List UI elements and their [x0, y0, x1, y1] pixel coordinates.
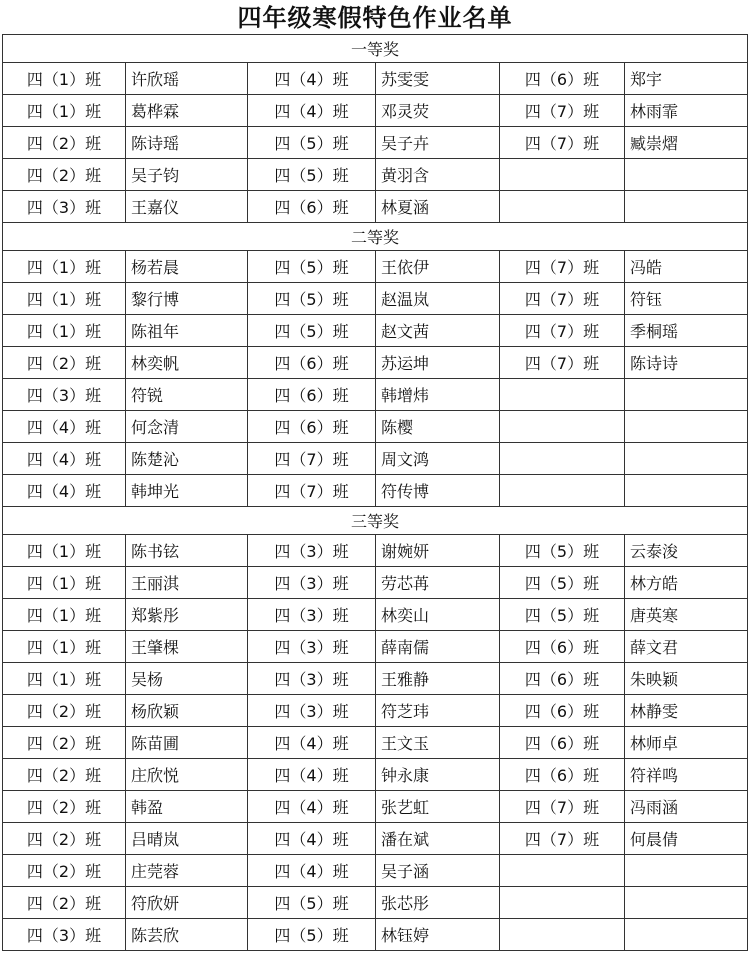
- class-cell: 四（6）班: [500, 663, 625, 695]
- table-row: [3, 379, 748, 411]
- table-row: [3, 535, 748, 567]
- section-label: 二等奖: [3, 223, 748, 251]
- section-header-row: [3, 223, 748, 251]
- class-cell: 四（6）班: [248, 191, 376, 223]
- table-row: [3, 443, 748, 475]
- student-name-cell: 陈芸欣: [126, 919, 248, 951]
- student-name-cell: 林夏涵: [376, 191, 500, 223]
- student-name-cell: 许欣瑶: [126, 63, 248, 95]
- student-name-cell: [625, 443, 748, 475]
- student-name-cell: 吴子卉: [376, 127, 500, 159]
- class-cell: 四（2）班: [3, 727, 126, 759]
- class-cell: 四（4）班: [248, 727, 376, 759]
- student-name-cell: [625, 379, 748, 411]
- student-name-cell: 冯皓: [625, 251, 748, 283]
- student-name-cell: 邓灵荧: [376, 95, 500, 127]
- student-name-cell: 吴杨: [126, 663, 248, 695]
- class-cell: 四（3）班: [248, 535, 376, 567]
- table-row: [3, 855, 748, 887]
- student-name-cell: 劳芯苒: [376, 567, 500, 599]
- class-cell: 四（3）班: [3, 919, 126, 951]
- class-cell: 四（1）班: [3, 283, 126, 315]
- class-cell: 四（7）班: [500, 251, 625, 283]
- document-title: 四年级寒假特色作业名单: [237, 4, 513, 32]
- class-cell: 四（2）班: [3, 695, 126, 727]
- class-cell: 四（4）班: [248, 823, 376, 855]
- class-cell: 四（7）班: [500, 127, 625, 159]
- student-name-cell: 钟永康: [376, 759, 500, 791]
- class-cell: 四（5）班: [500, 599, 625, 631]
- class-cell: 四（5）班: [500, 567, 625, 599]
- student-name-cell: 庄莞蓉: [126, 855, 248, 887]
- class-cell: 四（2）班: [3, 791, 126, 823]
- class-cell: 四（1）班: [3, 663, 126, 695]
- class-cell: [500, 443, 625, 475]
- student-name-cell: 葛桦霖: [126, 95, 248, 127]
- student-name-cell: 陈诗诗: [625, 347, 748, 379]
- class-cell: 四（1）班: [3, 63, 126, 95]
- class-cell: [500, 855, 625, 887]
- student-name-cell: 王雅静: [376, 663, 500, 695]
- class-cell: 四（6）班: [248, 379, 376, 411]
- class-cell: 四（5）班: [500, 535, 625, 567]
- class-cell: 四（4）班: [248, 95, 376, 127]
- class-cell: 四（7）班: [500, 791, 625, 823]
- student-name-cell: 张艺虹: [376, 791, 500, 823]
- class-cell: 四（1）班: [3, 95, 126, 127]
- class-cell: 四（5）班: [248, 127, 376, 159]
- class-cell: [500, 887, 625, 919]
- table-row: [3, 919, 748, 951]
- student-name-cell: 符锐: [126, 379, 248, 411]
- class-cell: 四（3）班: [248, 567, 376, 599]
- class-cell: 四（2）班: [3, 127, 126, 159]
- student-name-cell: 赵温岚: [376, 283, 500, 315]
- class-cell: 四（3）班: [248, 631, 376, 663]
- student-name-cell: 季桐瑶: [625, 315, 748, 347]
- student-name-cell: 王嘉仪: [126, 191, 248, 223]
- student-name-cell: 谢婉妍: [376, 535, 500, 567]
- class-cell: 四（4）班: [3, 443, 126, 475]
- section-label: 三等奖: [3, 507, 748, 535]
- student-name-cell: 韩盈: [126, 791, 248, 823]
- table-row: [3, 411, 748, 443]
- student-name-cell: 陈诗瑶: [126, 127, 248, 159]
- class-cell: 四（4）班: [248, 855, 376, 887]
- class-cell: 四（5）班: [248, 159, 376, 191]
- section-label: 一等奖: [3, 35, 748, 63]
- section-header-row: [3, 35, 748, 63]
- student-name-cell: 周文鸿: [376, 443, 500, 475]
- class-cell: 四（5）班: [248, 919, 376, 951]
- class-cell: 四（6）班: [500, 727, 625, 759]
- class-cell: 四（7）班: [500, 283, 625, 315]
- student-name-cell: [625, 475, 748, 507]
- student-name-cell: 吴子钧: [126, 159, 248, 191]
- student-name-cell: 郑宇: [625, 63, 748, 95]
- student-name-cell: 潘在斌: [376, 823, 500, 855]
- student-name-cell: 薛南儒: [376, 631, 500, 663]
- student-name-cell: [625, 411, 748, 443]
- student-name-cell: [625, 919, 748, 951]
- class-cell: 四（1）班: [3, 251, 126, 283]
- table-row: [3, 475, 748, 507]
- class-cell: 四（7）班: [500, 347, 625, 379]
- student-name-cell: 符祥鸣: [625, 759, 748, 791]
- table-row: [3, 191, 748, 223]
- class-cell: 四（5）班: [248, 887, 376, 919]
- class-cell: 四（7）班: [500, 315, 625, 347]
- class-cell: 四（1）班: [3, 631, 126, 663]
- table-row: [3, 95, 748, 127]
- class-cell: 四（5）班: [248, 283, 376, 315]
- table-row: [3, 127, 748, 159]
- student-name-cell: 云泰浚: [625, 535, 748, 567]
- student-name-cell: 吴子涵: [376, 855, 500, 887]
- class-cell: 四（4）班: [248, 791, 376, 823]
- class-cell: 四（6）班: [248, 347, 376, 379]
- student-name-cell: 黄羽含: [376, 159, 500, 191]
- student-name-cell: 薛文君: [625, 631, 748, 663]
- class-cell: [500, 411, 625, 443]
- class-cell: 四（3）班: [248, 599, 376, 631]
- class-cell: 四（5）班: [248, 315, 376, 347]
- student-name-cell: 陈楚沁: [126, 443, 248, 475]
- table-row: [3, 663, 748, 695]
- student-name-cell: 杨欣颖: [126, 695, 248, 727]
- student-name-cell: [625, 887, 748, 919]
- class-cell: 四（6）班: [500, 63, 625, 95]
- class-cell: [500, 159, 625, 191]
- student-name-cell: 符传博: [376, 475, 500, 507]
- class-cell: 四（6）班: [248, 411, 376, 443]
- class-cell: 四（4）班: [248, 759, 376, 791]
- table-row: [3, 695, 748, 727]
- class-cell: [500, 191, 625, 223]
- student-name-cell: 何晨倩: [625, 823, 748, 855]
- student-name-cell: 王文玉: [376, 727, 500, 759]
- class-cell: 四（2）班: [3, 347, 126, 379]
- class-cell: 四（7）班: [500, 823, 625, 855]
- class-cell: 四（6）班: [500, 695, 625, 727]
- student-name-cell: 黎行博: [126, 283, 248, 315]
- student-name-cell: 韩坤光: [126, 475, 248, 507]
- table-row: [3, 567, 748, 599]
- student-name-cell: 冯雨涵: [625, 791, 748, 823]
- student-name-cell: 王肇棵: [126, 631, 248, 663]
- student-name-cell: 臧崇熠: [625, 127, 748, 159]
- table-row: [3, 599, 748, 631]
- table-row: [3, 283, 748, 315]
- class-cell: 四（2）班: [3, 887, 126, 919]
- class-cell: 四（1）班: [3, 315, 126, 347]
- class-cell: 四（3）班: [248, 663, 376, 695]
- class-cell: 四（7）班: [248, 475, 376, 507]
- student-name-cell: 王依伊: [376, 251, 500, 283]
- table-row: [3, 159, 748, 191]
- student-name-cell: 林师卓: [625, 727, 748, 759]
- class-cell: [500, 919, 625, 951]
- student-name-cell: 符钰: [625, 283, 748, 315]
- class-cell: 四（4）班: [248, 63, 376, 95]
- table-row: [3, 887, 748, 919]
- student-name-cell: 王丽淇: [126, 567, 248, 599]
- student-name-cell: [625, 159, 748, 191]
- award-table: [2, 34, 748, 951]
- student-name-cell: 林雨霏: [625, 95, 748, 127]
- table-row: [3, 759, 748, 791]
- class-cell: 四（1）班: [3, 535, 126, 567]
- student-name-cell: 张芯彤: [376, 887, 500, 919]
- table-row: [3, 347, 748, 379]
- class-cell: 四（1）班: [3, 567, 126, 599]
- class-cell: 四（2）班: [3, 759, 126, 791]
- student-name-cell: 林奕山: [376, 599, 500, 631]
- class-cell: 四（1）班: [3, 599, 126, 631]
- student-name-cell: 苏运坤: [376, 347, 500, 379]
- class-cell: 四（6）班: [500, 759, 625, 791]
- student-name-cell: 林钰婷: [376, 919, 500, 951]
- class-cell: 四（2）班: [3, 823, 126, 855]
- table-row: [3, 251, 748, 283]
- class-cell: 四（5）班: [248, 251, 376, 283]
- student-name-cell: 陈苗圃: [126, 727, 248, 759]
- student-name-cell: 符欣妍: [126, 887, 248, 919]
- student-name-cell: 郑紫彤: [126, 599, 248, 631]
- table-row: [3, 823, 748, 855]
- student-name-cell: 陈书铉: [126, 535, 248, 567]
- student-name-cell: 林静雯: [625, 695, 748, 727]
- class-cell: 四（6）班: [500, 631, 625, 663]
- class-cell: 四（3）班: [3, 379, 126, 411]
- table-row: [3, 727, 748, 759]
- student-name-cell: [625, 855, 748, 887]
- class-cell: 四（7）班: [248, 443, 376, 475]
- class-cell: 四（3）班: [248, 695, 376, 727]
- student-name-cell: 苏雯雯: [376, 63, 500, 95]
- student-name-cell: 赵文茜: [376, 315, 500, 347]
- class-cell: 四（3）班: [3, 191, 126, 223]
- student-name-cell: 陈祖年: [126, 315, 248, 347]
- class-cell: 四（7）班: [500, 95, 625, 127]
- class-cell: 四（4）班: [3, 475, 126, 507]
- section-header-row: [3, 507, 748, 535]
- table-row: [3, 315, 748, 347]
- table-row: [3, 791, 748, 823]
- student-name-cell: 庄欣悦: [126, 759, 248, 791]
- student-name-cell: 林奕帆: [126, 347, 248, 379]
- student-name-cell: 吕晴岚: [126, 823, 248, 855]
- student-name-cell: 朱映颖: [625, 663, 748, 695]
- table-row: [3, 631, 748, 663]
- class-cell: [500, 475, 625, 507]
- class-cell: 四（4）班: [3, 411, 126, 443]
- student-name-cell: [625, 191, 748, 223]
- student-name-cell: 何念清: [126, 411, 248, 443]
- class-cell: 四（2）班: [3, 159, 126, 191]
- class-cell: 四（2）班: [3, 855, 126, 887]
- table-row: [3, 63, 748, 95]
- student-name-cell: 林方皓: [625, 567, 748, 599]
- student-name-cell: 陈樱: [376, 411, 500, 443]
- class-cell: [500, 379, 625, 411]
- student-name-cell: 符芝玮: [376, 695, 500, 727]
- student-name-cell: 杨若晨: [126, 251, 248, 283]
- student-name-cell: 唐英寒: [625, 599, 748, 631]
- student-name-cell: 韩增炜: [376, 379, 500, 411]
